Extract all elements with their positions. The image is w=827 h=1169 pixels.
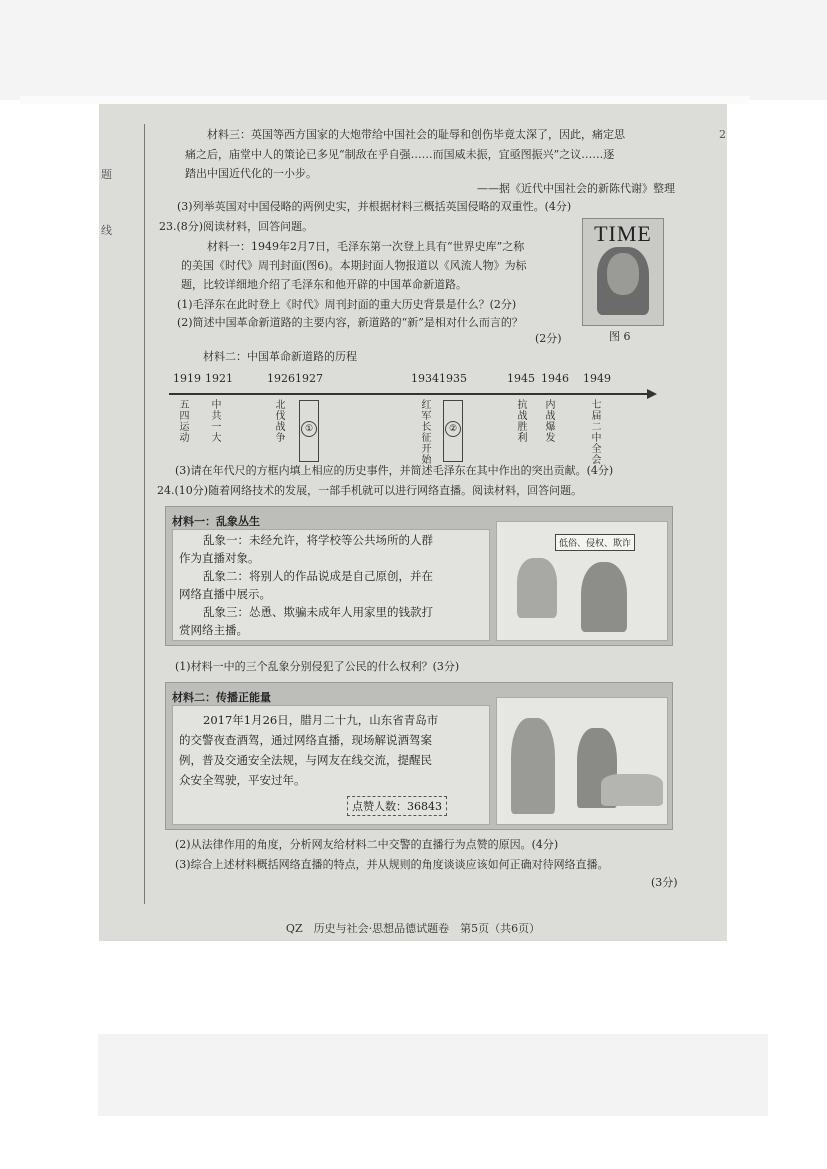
material3-line2: 痛之后，庙堂中人的策论已多见“制敌在乎自强……而国威未振，宜亟图振兴”之议……逐 bbox=[185, 148, 615, 161]
q24-q3-score: (3分) bbox=[651, 876, 678, 889]
cartoon-tag: 低俗、侵权、欺诈 bbox=[555, 534, 635, 551]
material3-source: ——据《近代中国社会的新陈代谢》整理 bbox=[477, 182, 675, 195]
q23-material2: 材料二：中国革命新道路的历程 bbox=[203, 350, 357, 363]
page-mark: 2 bbox=[719, 128, 726, 141]
event-second-plenum: 七届二中全会 bbox=[591, 400, 602, 466]
p1-line1: 乱象一：未经允许，将学校等公共场所的人群 bbox=[203, 533, 433, 547]
material2-panel bbox=[165, 682, 673, 830]
margin-char-1: 题 bbox=[101, 168, 112, 181]
slot-2-marker: ② bbox=[445, 421, 461, 437]
margin-char-2: 线 bbox=[101, 224, 112, 237]
exam-page-photo bbox=[99, 104, 727, 941]
timeline-arrow bbox=[647, 389, 657, 399]
portrait-image bbox=[597, 247, 649, 315]
year-1935: 1935 bbox=[439, 372, 467, 385]
year-1919: 1919 bbox=[173, 372, 201, 385]
p2-line3: 例，普及交通安全法规，与网友在线交流，提醒民 bbox=[179, 753, 432, 767]
event-may-fourth: 五四运动 bbox=[179, 400, 190, 444]
p1-line5: 乱象三：怂恿、欺骗未成年人用家里的钱款打 bbox=[203, 605, 433, 619]
time-magazine-cover bbox=[582, 218, 664, 326]
q23-q2: (2)简述中国革命新道路的主要内容，新道路的“新”是相对什么而言的？ bbox=[177, 316, 523, 329]
event-first-congress: 中共一大 bbox=[211, 400, 222, 444]
event-northern-expedition: 北伐战争 bbox=[275, 400, 286, 444]
p1-line3: 乱象二：将别人的作品说成是自己原创，并在 bbox=[203, 569, 433, 583]
answer-slot-1 bbox=[299, 400, 319, 462]
police-illustration bbox=[511, 718, 555, 814]
year-1921: 1921 bbox=[205, 372, 233, 385]
bottom-margin bbox=[98, 1034, 768, 1116]
event-war-victory: 抗战胜利 bbox=[517, 400, 528, 444]
q24-q1: (1)材料一中的三个乱象分别侵犯了公民的什么权利？(3分) bbox=[175, 660, 460, 673]
year-1946: 1946 bbox=[541, 372, 569, 385]
q24-head: 24.(10分)随着网络技术的发展，一部手机就可以进行网络直播。阅读材料，回答问题。 bbox=[157, 484, 583, 497]
left-border-line bbox=[144, 124, 145, 904]
figure-6-label: 图 6 bbox=[609, 330, 631, 343]
material1-title: 材料一：乱象丛生 bbox=[172, 515, 260, 528]
q23-q1: (1)毛泽东在此时登上《时代》周刊封面的重大历史背景是什么？(2分) bbox=[177, 298, 517, 311]
material2-title: 材料二：传播正能量 bbox=[172, 691, 271, 704]
p2-line2: 的交警夜查酒驾，通过网络直播，现场解说酒驾案 bbox=[179, 733, 432, 747]
q23-head: 23.(8分)阅读材料，回答问题。 bbox=[159, 220, 314, 233]
q23-m1-line2: 的美国《时代》周刊封面(图6)。本期封面人物报道以《风流人物》为标 bbox=[181, 259, 527, 272]
q23-m1-line3: 题，比较详细地介绍了毛泽东和他开辟的中国革命新道路。 bbox=[181, 278, 467, 291]
streamer-illustration bbox=[581, 562, 627, 632]
year-1934: 1934 bbox=[411, 372, 439, 385]
q23-m1-line1: 材料一：1949年2月7日，毛泽东第一次登上具有“世界史库”之称 bbox=[207, 240, 525, 253]
cartoon-traffic-police bbox=[496, 697, 668, 825]
slot-1-marker: ① bbox=[301, 421, 317, 437]
p1-line6: 赏网络主播。 bbox=[179, 623, 248, 637]
car-illustration bbox=[601, 774, 663, 806]
material3-line1: 材料三：英国等西方国家的大炮带给中国社会的耻辱和创伤毕竟太深了，因此，痛定思 bbox=[207, 128, 625, 141]
event-civil-war: 内战爆发 bbox=[545, 400, 556, 444]
material1-text-box bbox=[172, 529, 490, 641]
time-masthead: TIME bbox=[594, 221, 652, 246]
p2-line1: 2017年1月26日，腊月二十九，山东省青岛市 bbox=[203, 713, 439, 727]
material2-text-box bbox=[172, 705, 490, 825]
year-1926: 1926 bbox=[267, 372, 295, 385]
p1-line4: 网络直播中展示。 bbox=[179, 587, 271, 601]
timeline-axis bbox=[169, 393, 647, 395]
top-margin-strip bbox=[20, 96, 750, 104]
q22-3: (3)列举英国对中国侵略的两例史实，并根据材料三概括英国侵略的双重性。(4分) bbox=[177, 200, 572, 213]
q24-q3: (3)综合上述材料概括网络直播的特点，并从规则的角度谈谈应该如何正确对待网络直播。 bbox=[175, 858, 609, 871]
event-long-march: 红军长征开始 bbox=[421, 400, 432, 466]
p1-line2: 作为直播对象。 bbox=[179, 551, 260, 565]
year-1945: 1945 bbox=[507, 372, 535, 385]
year-1927: 1927 bbox=[295, 372, 323, 385]
material3-line3: 踏出中国近代化的一小步。 bbox=[185, 167, 317, 180]
material1-panel bbox=[165, 506, 673, 646]
top-margin bbox=[0, 0, 827, 100]
q23-q3: (3)请在年代尺的方框内填上相应的历史事件，并简述毛泽东在其中作出的突出贡献。(4分) bbox=[175, 464, 614, 477]
cartoon-livestream-chaos bbox=[496, 521, 668, 641]
q23-q2-score: (2分) bbox=[535, 332, 562, 345]
likes-counter: 点赞人数：36843 bbox=[347, 796, 447, 816]
year-1949: 1949 bbox=[583, 372, 611, 385]
p2-line4: 众安全驾驶，平安过年。 bbox=[179, 773, 306, 787]
answer-slot-2 bbox=[443, 400, 463, 462]
net-illustration bbox=[517, 558, 557, 618]
q24-q2: (2)从法律作用的角度，分析网友给材料二中交警的直播行为点赞的原因。(4分) bbox=[175, 838, 559, 851]
page-footer: QZ 历史与社会·思想品德试题卷 第5页（共6页） bbox=[285, 922, 541, 935]
